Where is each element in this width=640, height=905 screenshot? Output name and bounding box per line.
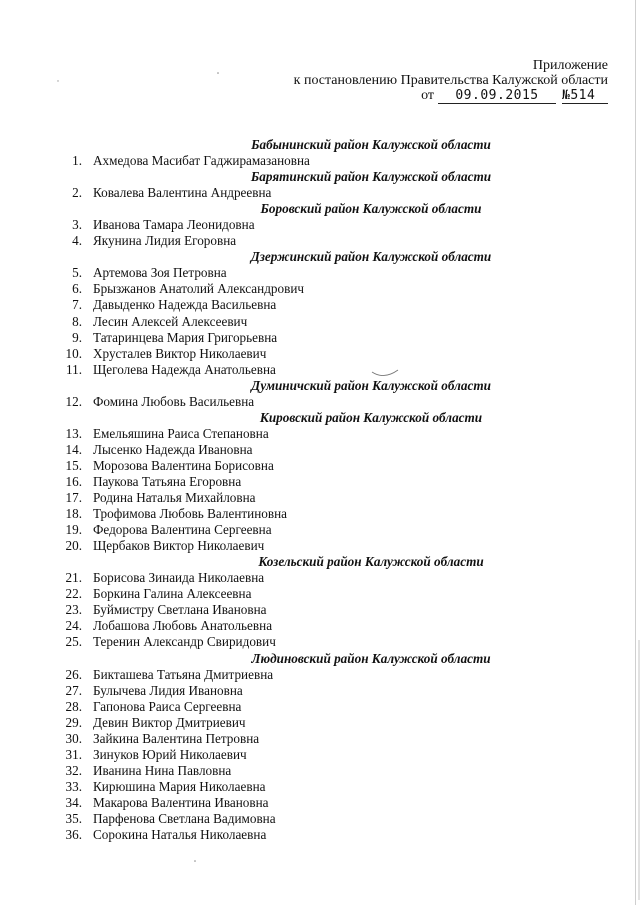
person-name: Щербаков Виктор Николаевич [93, 538, 265, 554]
item-number: 31. [65, 746, 82, 762]
item-number: 33. [65, 778, 82, 794]
person-name: Артемова Зоя Петровна [93, 265, 227, 281]
item-number: 3. [72, 217, 82, 233]
person-name: Сорокина Наталья Николаевна [93, 827, 267, 843]
person-name: Лесин Алексей Алексеевич [93, 313, 248, 329]
person-name: Бикташева Татьяна Дмитриевна [93, 666, 274, 682]
item-number: 6. [72, 281, 82, 297]
person-name: Борисова Зинаида Николаевна [93, 570, 265, 586]
item-number: 11. [66, 361, 82, 377]
item-number: 35. [65, 810, 82, 826]
district-heading: Думиничский район Калужской области [251, 377, 491, 393]
item-number: 32. [65, 762, 82, 778]
district-heading: Кировский район Калужской области [259, 409, 483, 425]
item-number: 13. [65, 425, 82, 441]
appendix-subtitle: к постановлению Правительства Калужской области [293, 73, 608, 88]
item-number: 18. [65, 506, 82, 522]
item-number: 12. [65, 393, 82, 409]
decree-date: 09.09.2015 [438, 88, 556, 104]
item-number: 26. [65, 666, 82, 682]
person-name: Татаринцева Мария Григорьевна [93, 329, 278, 345]
item-number: 21. [65, 570, 82, 586]
decree-number: №514 [562, 88, 608, 104]
item-number: 14. [65, 441, 82, 457]
item-number: 4. [72, 233, 82, 249]
item-number: 27. [65, 682, 82, 698]
person-name: Макарова Валентина Ивановна [93, 794, 269, 810]
district-heading: Козельский район Калужской области [258, 554, 484, 570]
person-name: Парфенова Светлана Вадимовна [93, 810, 276, 826]
person-name: Якунина Лидия Егоровна [93, 233, 237, 249]
item-number: 34. [65, 794, 82, 810]
date-prefix: от [421, 88, 434, 103]
item-number: 16. [65, 473, 82, 489]
person-name: Хрусталев Виктор Николаевич [93, 345, 267, 361]
person-name: Зинуков Юрий Николаевич [93, 746, 247, 762]
item-number: 8. [72, 313, 82, 329]
item-number: 29. [65, 714, 82, 730]
item-number: 15. [65, 457, 82, 473]
item-number: 5. [72, 265, 82, 281]
person-name: Лобашова Любовь Анатольевна [93, 618, 273, 634]
district-heading: Дзержинский район Калужской области [250, 249, 492, 265]
person-name: Ахмедова Масибат Гаджирамазановна [93, 153, 310, 169]
item-number: 1. [72, 153, 82, 169]
item-number: 36. [65, 827, 82, 843]
item-number: 24. [65, 618, 82, 634]
person-name: Иванина Нина Павловна [93, 762, 232, 778]
person-name: Боркина Галина Алексеевна [93, 586, 252, 602]
person-name: Зайкина Валентина Петровна [93, 730, 260, 746]
item-number: 25. [65, 634, 82, 650]
person-name: Паукова Татьяна Егоровна [93, 473, 242, 489]
person-name: Родина Наталья Михайловна [93, 490, 256, 506]
item-number: 10. [65, 345, 82, 361]
person-name: Иванова Тамара Леонидовна [93, 217, 255, 233]
item-number: 20. [65, 538, 82, 554]
item-number: 17. [65, 490, 82, 506]
item-number: 9. [72, 329, 82, 345]
person-name: Девин Виктор Дмитриевич [93, 714, 246, 730]
item-number: 30. [65, 730, 82, 746]
person-name: Буймистру Светлана Ивановна [93, 602, 267, 618]
person-name: Булычева Лидия Ивановна [93, 682, 243, 698]
person-name: Емельяшина Раиса Степановна [93, 425, 269, 441]
person-name: Ковалева Валентина Андреевна [93, 185, 272, 201]
person-name: Гапонова Раиса Сергеевна [93, 698, 242, 714]
item-number: 22. [65, 586, 82, 602]
district-heading: Боровский район Калужской области [260, 201, 482, 217]
item-number: 28. [65, 698, 82, 714]
district-heading: Бабынинский район Калужской области [251, 137, 491, 152]
person-name: Теренин Александр Свиридович [93, 634, 276, 650]
person-name: Трофимова Любовь Валентиновна [93, 506, 287, 522]
person-name: Лысенко Надежда Ивановна [93, 441, 253, 457]
person-name: Морозова Валентина Борисовна [93, 457, 274, 473]
person-name: Кирюшина Мария Николаевна [93, 778, 266, 794]
item-number: 7. [72, 297, 82, 313]
appendix-title: Приложение [532, 58, 608, 73]
person-name: Давыденко Надежда Васильевна [93, 297, 277, 313]
person-name: Щеголева Надежда Анатольевна [93, 361, 276, 377]
district-heading: Людиновский район Калужской области [251, 650, 491, 666]
person-name: Фомина Любовь Васильевна [93, 393, 255, 409]
person-name: Федорова Валентина Сергеевна [93, 522, 272, 538]
item-number: 19. [65, 522, 82, 538]
item-number: 23. [65, 602, 82, 618]
person-name: Брызжанов Анатолий Александрович [93, 281, 305, 297]
district-heading: Барятинский район Калужской области [250, 169, 492, 185]
item-number: 2. [72, 185, 82, 201]
